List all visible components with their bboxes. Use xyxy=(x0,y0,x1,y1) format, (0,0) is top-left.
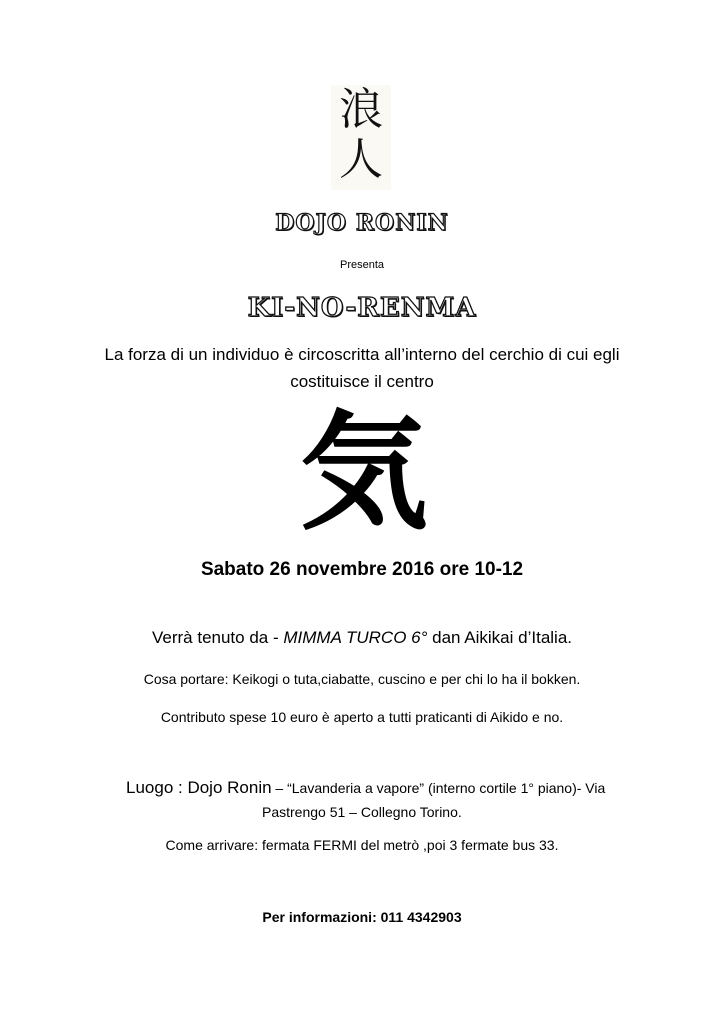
location-label: Luogo : Dojo Ronin xyxy=(126,778,272,797)
directions-text: Come arrivare: fermata FERMI del metrò ,poi 3 fermate bus 33. xyxy=(165,837,559,853)
event-title: KI-NO-RENMA xyxy=(247,293,477,323)
what-to-bring: Cosa portare: Keikogi o tuta,ciabatte, cuscino e per chi lo ha il bokken. xyxy=(143,671,581,687)
teacher-prefix: Verrà tenuto da - xyxy=(151,628,284,647)
teacher-name: MIMMA TURCO 6° xyxy=(283,628,428,647)
kanji-ro: 浪 xyxy=(339,84,383,135)
ki-calligraphy-image: 気 xyxy=(299,398,428,548)
address-line-1: – “Lavanderia a vapore” (interno cortile 1° piano)- Via xyxy=(271,780,606,796)
teacher-suffix: dan Aikikai d’Italia. xyxy=(427,628,573,647)
dojo-title: DOJO RONIN xyxy=(275,210,449,236)
kanji-nin: 人 xyxy=(339,134,383,185)
address-line-2: Pastrengo 51 – Collegno Torino. xyxy=(262,804,462,820)
fee-text: Contributo spese 10 euro è aperto a tutti praticanti di Aikido e no. xyxy=(160,709,564,725)
contact-info: Per informazioni: 011 4342903 xyxy=(262,909,462,925)
quote-text: La forza di un individuo è circoscritta all’interno del cerchio di cui egli costituisce il centro xyxy=(104,345,620,391)
ronin-calligraphy-logo xyxy=(331,85,391,190)
location-block xyxy=(126,776,666,824)
event-date: Sabato 26 novembre 2016 ore 10-12 xyxy=(200,559,524,580)
presenta-text: Presenta xyxy=(339,259,385,271)
teacher-line xyxy=(0,628,724,648)
